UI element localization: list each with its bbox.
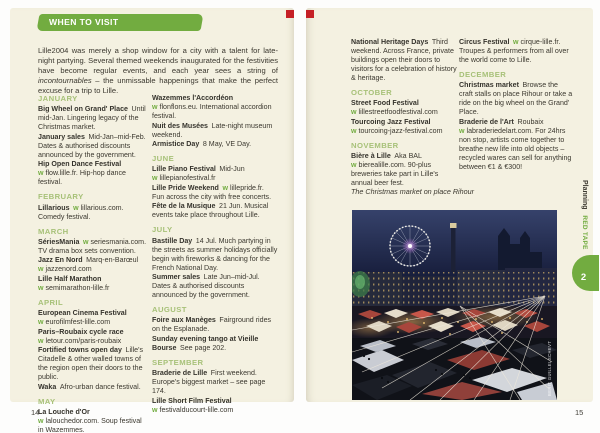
- event-entry: SériesMania w seriesmania.com. TV drama box sets convention.: [38, 237, 147, 255]
- event-entry: Braderie de l'Art Roubaix w labraderiedelart.com. For 24hrs non stop, artists come together to breathe new life into old objects – recycled wares can sell for anything between €1 & €300!: [459, 117, 572, 171]
- intro-after: – the unmissable happenings that make the perfect excuse for a trip to Lille.: [38, 76, 278, 96]
- event-entry: Summer sales Late Jun–mid-Jul. Dates & authorised discounts announced by the government.: [152, 273, 260, 300]
- event-name: Fortified towns open day: [38, 346, 122, 355]
- month-heading: MAY: [38, 396, 56, 406]
- chapter-tab-number: 2: [580, 271, 587, 283]
- month-heading: OCTOBER: [351, 88, 393, 97]
- web-icon: w: [351, 126, 357, 135]
- web-icon: w: [38, 283, 44, 292]
- when-to-visit-banner: [37, 14, 204, 31]
- month-heading: NOVEMBER: [351, 140, 399, 150]
- left-page-column-2: [152, 94, 278, 415]
- photo-credit: BERIT GUILLELSCHEVT: [547, 340, 552, 396]
- month-heading: DECEMBER: [459, 70, 507, 79]
- event-entry: Lille Pride Weekend w lillepride.fr. Fun across the city with free concerts.: [152, 183, 272, 201]
- event-name: Fête de la Musique: [152, 202, 216, 211]
- month-heading: MARCH: [38, 226, 69, 236]
- left-page: [10, 8, 294, 433]
- event-entry: Bastille Day 14 Jul. Much partying in the streets as summer holidays officially begin with fireworks & dancing for the French National Day.: [152, 236, 278, 272]
- event-name: Summer sales: [152, 273, 201, 282]
- intro-before: Lille2004 was merely a shop window for a city with a talent for late-night partying. Several themed weekends inaugurated for the festivities have become regular events, and each year sees a string of: [38, 46, 278, 76]
- event-entry: Circus Festival w cirque-lille.fr. Troupes & performers from all over the world come to Lille.: [459, 38, 569, 64]
- ferris-wheel: [390, 226, 430, 266]
- event-entry: Armistice Day 8 May, VE Day.: [152, 140, 252, 148]
- web-icon: w: [152, 174, 158, 183]
- event-name: La Louche d'Or: [38, 407, 90, 416]
- event-entry: January sales Mid-Jan–mid-Feb. Dates & authorised discounts announced by the government.: [38, 132, 146, 159]
- intro-italic: incontournables: [38, 76, 92, 86]
- event-entry: Christmas market Browse the craft stalls on place Rihour or take a ride on the big wheel on the Grand' Place.: [459, 81, 573, 117]
- page-number-right: 15: [575, 408, 584, 417]
- event-entry: Wazemmes l'Accordéon w flonflons.eu. International accordion festival.: [152, 94, 272, 120]
- event-name: National Heritage Days: [351, 38, 429, 46]
- event-name: Lillarious: [38, 203, 70, 212]
- event-name: Bière à Lille: [351, 152, 391, 161]
- photo-caption: The Christmas market on place Rihour: [351, 187, 475, 196]
- event-entry: Tourcoing Jazz Festival w tourcoing-jazz-festival.com: [351, 117, 443, 135]
- event-name: Tourcoing Jazz Festival: [351, 117, 431, 126]
- web-icon: w: [152, 405, 158, 414]
- event-entry: Lille Piano Festival Mid-Jun w lillepianofestival.fr: [152, 165, 245, 183]
- event-name: Christmas market: [459, 81, 519, 90]
- event-name: Lille Half Marathon: [38, 274, 102, 283]
- event-name: Braderie de Lille: [152, 369, 208, 378]
- event-name: Lille Short Film Festival: [152, 396, 232, 405]
- web-icon: w: [351, 108, 357, 117]
- event-entry: Big Wheel on Grand' Place Until mid-Jan. Lingering legacy of the Christmas market.: [38, 105, 146, 132]
- month-heading: JUNE: [152, 154, 175, 163]
- web-icon: w: [513, 38, 519, 46]
- event-name: Foire aux Manèges: [152, 316, 216, 325]
- event-entry: Fête de la Musique 21 Jun. Musical events take place throughout Lille.: [152, 202, 269, 220]
- event-entry: Jazz En Nord Marq-en-Barœul w jazzenord.com: [38, 256, 139, 274]
- right-page-column-1: [351, 38, 457, 189]
- belfry-tower: [451, 226, 456, 272]
- red-corner-mark: [306, 10, 314, 18]
- event-entry: Nuit des Musées Late-night museum weekend.: [152, 121, 273, 139]
- event-entry: Braderie de Lille First weekend. Europe's biggest market – see page 174.: [152, 369, 266, 396]
- web-icon: w: [222, 183, 228, 192]
- event-name: Big Wheel on Grand' Place: [38, 105, 128, 114]
- month-heading: SEPTEMBER: [152, 357, 204, 367]
- event-name: January sales: [38, 132, 85, 141]
- event-name: Street Food Festival: [351, 99, 419, 108]
- web-icon: w: [38, 169, 44, 178]
- banner-label: WHEN TO VISIT: [49, 17, 119, 27]
- event-name: Braderie de l'Art: [459, 117, 514, 126]
- event-name: Lille Pride Weekend: [152, 183, 219, 192]
- web-icon: w: [459, 126, 465, 135]
- event-name: Sunday evening tango at Vieille Bourse: [152, 334, 259, 352]
- event-entry: Waka Afro-urban dance festival.: [38, 382, 141, 391]
- event-name: Armistice Day: [152, 140, 200, 148]
- month-heading: FEBRUARY: [38, 192, 84, 202]
- event-entry: Bière à Lille Aka BAL w bierealille.com. 90-plus breweries take part in Lille's annual beer fest.: [351, 152, 439, 188]
- red-corner-mark: [286, 10, 294, 18]
- event-entry: European Cinema Festival w eurofilmfest-lille.com: [38, 309, 127, 327]
- event-name: Waka: [38, 382, 57, 391]
- intro-paragraph: [38, 46, 278, 96]
- web-icon: w: [38, 265, 44, 274]
- event-name: Hip Open Dance Festival: [38, 160, 122, 169]
- web-icon: w: [38, 336, 44, 345]
- web-icon: w: [73, 203, 79, 212]
- event-entry: La Louche d'Or w lalouchedor.com. Soup festival in Wazemmes.: [38, 407, 142, 433]
- web-icon: w: [38, 318, 44, 327]
- event-entry: Foire aux Manèges Fairground rides on the Esplanade.: [152, 316, 272, 334]
- sidebar-chapter-label: Planning: [581, 180, 588, 210]
- right-page: [306, 8, 593, 402]
- event-name: SériesMania: [38, 237, 80, 246]
- web-icon: w: [351, 161, 357, 170]
- event-entry: Hip Open Dance Festival w flow.lille.fr. Hip-hop dance festival.: [38, 160, 126, 187]
- web-icon: w: [82, 237, 89, 246]
- event-name: Circus Festival: [459, 38, 510, 46]
- event-name: Wazemmes l'Accordéon: [152, 94, 234, 102]
- right-page-column-2: [459, 38, 573, 172]
- web-icon: w: [152, 103, 158, 111]
- event-name: Paris–Roubaix cycle race: [38, 327, 124, 336]
- event-entry: Fortified towns open day Lille's Citadelle & other walled towns of the region open their doors to the public.: [38, 346, 144, 382]
- month-heading: JULY: [152, 225, 173, 235]
- event-entry: Sunday evening tango at Vieille Bourse See page 202.: [152, 334, 259, 352]
- event-name: Bastille Day: [152, 236, 193, 245]
- page-number-left: 14: [31, 408, 40, 417]
- month-heading: APRIL: [38, 297, 64, 307]
- event-entry: Lille Half Marathon w semimarathon-lille.fr: [38, 274, 110, 292]
- event-name: European Cinema Festival: [38, 309, 127, 318]
- christmas-market-photo: [352, 210, 557, 400]
- event-name: Lille Piano Festival: [152, 165, 216, 174]
- event-entry: National Heritage Days Third weekend. Across France, private buildings open their doors to visitors for a celebration of history & heritage.: [351, 38, 457, 82]
- month-heading: AUGUST: [152, 305, 187, 315]
- sidebar-section-label: RED TAPE: [581, 215, 588, 250]
- month-heading: JANUARY: [38, 94, 78, 103]
- building-row: [352, 268, 557, 306]
- event-entry: Street Food Festival w lillestreetfoodfestival.com: [351, 99, 438, 117]
- event-name: Jazz En Nord: [38, 256, 83, 265]
- event-entry: Paris–Roubaix cycle race w letour.com/paris-roubaix: [38, 327, 124, 345]
- event-entry: Lillarious w lillarious.com. Comedy festival.: [38, 203, 124, 221]
- left-page-column-1: [38, 94, 148, 433]
- chapter-tab: [572, 255, 599, 291]
- event-name: Nuit des Musées: [152, 121, 208, 130]
- web-icon: w: [38, 416, 44, 425]
- event-entry: Lille Short Film Festival w festivalducourt-lille.com: [152, 396, 234, 414]
